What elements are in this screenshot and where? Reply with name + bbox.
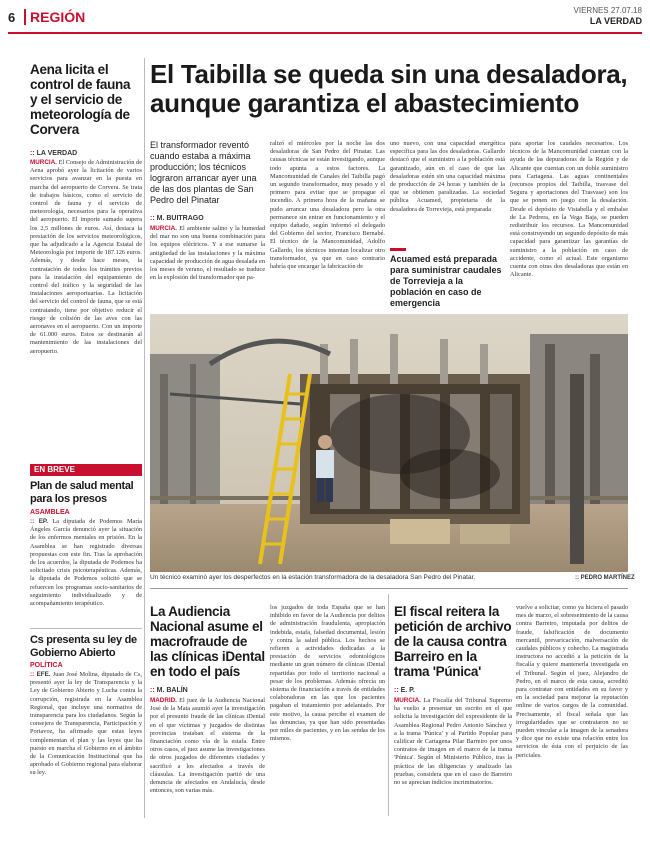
bottom-column-rule (388, 594, 389, 816)
page-number: 6 (8, 10, 16, 25)
idental-body-col1: MADRID. El juez de la Audiencia Nacional José de la Mata asumió ayer la investigación por el presunto fraude de las clínicas iDental en el que víctimas y juzgados de distintas provincias trataban el sistema de la financiación como vía de la estafa. Entre otros casos, el juez asume las investigaciones de otros juzgados de diferentes ciudades y sacrificó a los afectados a través de cláusulas. La investigación partió de una denuncia de afectados en Andalucía, desde entonces, son varias más. (150, 697, 265, 795)
left-story-byline: :: LA VERDAD (30, 150, 78, 157)
barreiro-body-col2: vuelve a solicitar, como ya hiciera el pasado mes de marzo, el sobreseimiento de la causa contra Barreiro, imputada por delitos de fraude, falsificación de documento mercantil, prevaricación, malversación de caudales públicos y cohecho. La magistrada instructora no accedió a la petición de la fiscalía y quiere mantenerla investigada en el Tribunal. Según el juez, Alejandro de Pedro, en el marco de esta causa, acreditó para contratar con entidades en su favor y en la sociedad para mejorar la reputación online de varios cargos de la comunidad. Precisamente, el fiscal señala que las irregularidades que se contrataron no se pueden vincular a la imagen de la senadora y dice que no existe una relación entre los servicios de ésta con el perjuicio de las periciales. (516, 604, 628, 759)
main-byline: :: M. BUITRAGO (150, 215, 204, 222)
breve2-headline: Cs presenta su ley de Gobierno Abierto (30, 634, 137, 659)
main-subhead: El transformador reventó cuando estaba a máxima producción; los técnicos lograron arrancar ayer una de las dos plantas de San Pedro del Pinatar (150, 140, 257, 205)
idental-byline: :: M. BALÍN (150, 687, 188, 694)
transformer-photo-illustration (150, 314, 628, 572)
callout-rule (390, 248, 406, 251)
section-label: REGIÓN (24, 9, 85, 25)
en-breve-label: EN BREVE (30, 464, 142, 476)
main-callout (390, 248, 505, 306)
main-photo (150, 314, 628, 572)
breve1-kicker: ASAMBLEA (30, 509, 70, 516)
column-rule (144, 58, 145, 818)
page-header (8, 4, 642, 34)
left-story-headline: Aena licita el control de fauna y el servicio de meteorología de Corvera (30, 62, 131, 137)
barreiro-headline: El fiscal reitera la petición de archivo de la causa contra Barreiro en la trama 'Púnica' (394, 604, 512, 679)
main-body-col4: para aportar los caudales necesarios. Los técnicos de la Mancomunidad cuentan con la ayuda de las depuradoras de la Región y de Alicante que cuentan con un doble suministro para Cartagena. Las aguas continentales (recursos propios del Taibilla, trasvase del Segura y aportaciones del Trasvase) son los que se ponen en juego con la desalación. Desde el depósito de Vistabella y el embalse de La Pedrera, en la Vega Baja, se pueden redistribuir los recursos. La Mancomunidad está construyendo un segundo depósito de más capacidad para garantizar las garantías de suministro a la población en caso de accidente, como el actual. Este organismo cuenta con otras dos desaladoras que están en Alicante. (510, 140, 628, 279)
main-body-col3: uno nuevo, con una capacidad energética específica para las dos desaladoras. Gallardo destacó que el suministro a la población está garantizado, aún en el caso de que las desaladoras estén sin una capacidad máxima de producción de 24 horas y también de la que se obtienen paralizadas. La sociedad pública Acuamed, propietaria de la desaladora de Torrevieja, está preparada (390, 140, 505, 213)
breve1-body: :: EP. La diputada de Podemos María Ángeles García denunció ayer la situación de los enfermos mentales en prisión. En la Asamblea se han registrado diversas propuestas con este fin. Tras la aprobación de los acuerdos, la diputada de Podemos ha solicitado crisis psicoterapéuticas. Además, la diputada de Podemos solicitó que se refuercen los programas socio-sanitarios de seguimiento individualizado y de acompañamiento terapéutico. (30, 518, 142, 608)
callout-text: Acuamed está preparada para suministrar caudales de Torrevieja a la población en caso de emergencia (390, 254, 502, 308)
breve-divider (30, 628, 142, 629)
issue-date: VIERNES 27.07.18 (573, 6, 642, 15)
newspaper-name: LA VERDAD (589, 16, 642, 26)
bottom-divider (150, 588, 628, 589)
barreiro-byline: :: E. P. (394, 687, 415, 694)
idental-headline: La Audiencia Nacional asume el macrofraude de las clínicas iDental en todo el país (150, 604, 265, 679)
main-body-col2: ralizó el miércoles por la noche las dos desaladoras de San Pedro del Pinatar. Las causas técnicas se están investigando, aunque todo apunta a estos factores. La Mancomunidad de Canales del Taibilla pagó un segundo transformador, muy pesado y el primero para evitar que se propague el incendio. A primera hora de la mañana se pudo arrancar una desaladora pero la otra permanece sin entrar en funcionamiento y el equipo dañado, según informó el delegado del Gobierno del sector, Francisco Bernabé. El técnico de la Mancomunidad, Adolfo Gallardo, los técnicos intentan localizar otro transformador, ya que en caso contrario habría que encargar la fabricación de (270, 140, 385, 271)
left-story-body: MURCIA. El Consejo de Administración de Aena aprobó ayer la licitación de varios servicios para avanzar en la puesta en marcha del aeropuerto de Corvera. Se trata de trabajos básicos, como el servicio de control de fauna y el servicio de meteorología, necesarios para la operativa del aeropuerto. El importe sumado supera los 2,5 millones de euros. Así, destaca la prestación de los servicios meteorológicos, que ha adjudicado a la Agencia Estatal de Meteorología por importe de 187.126 euros. Además, y desde hace meses, la contratación de todos los trámites previos para la instalación del equipamiento de control del tráfico y la seguridad de las instalaciones aeroportuarias. La licitación del servicio del control de fauna, que se está contratando, tiene por objetivo reducir el riesgo de colisión de las aves con las aeronaves en el aeropuerto. Con un importe de 61.000 euros. Estos se destinarán al mantenimiento de las instalaciones del aeropuerto. (30, 159, 142, 355)
photo-credit: :: PEDRO MARTÍNEZ (575, 575, 635, 581)
idental-body-col2: los juzgados de toda España que se han inhibido en favor de la Audiencia por delitos de administración fraudulenta, apropiación indebida, estafa, falsedad documental, lesión y contra la salud pública. Los hechos se refieren a actividades dedicadas a la prestación de servicios odontológicos mediante un gran número de clínicas iDental repartidas por todo el territorio nacional a pesar de los problemas. Además ofrecía un sistema de financiación a través de entidades colaboradoras en las que los pacientes pagaban el tratamiento por adelantado. Por este motivo, la causa percibe el examen de las denuncias, ya que han sido presentadas por miles de pacientes, y en las sendas de los mismos. (270, 604, 385, 743)
main-headline-line2: aunque garantiza el abastecimiento (150, 88, 580, 118)
breve1-headline: Plan de salud mental para los presos (30, 480, 134, 505)
main-headline-line1: El Taibilla se queda sin una desaladora, (150, 59, 628, 89)
barreiro-body-col1: MURCIA. La Fiscalía del Tribunal Supremo ha vuelto a presentar un escrito en el que solicita la investigación del expresidente de la Asamblea Regional Pedro Antonio Sánchez y a la trama 'Púnica' y al Partido Popular para calificar de Cartagena Pilar Barreiro por unos contratos de imagen en el marco de la trama 'Púnica'. Según el Ministerio Público, tras la práctica de las diligencias y analizado las pruebas, considera que en el caso de Barreiro no se aprecian indicios incriminatorios. (394, 697, 512, 787)
photo-caption: Un técnico examinó ayer los desperfectos en la estación transformadora de la desaladora San Pedro del Pinatar. (150, 574, 476, 581)
main-body-col1: MURCIA. El ambiente salino y la humedad del mar no son una buena combinación para los equipos eléctricos. Y a ese sumarse la antigüedad de las instalaciones y la máxima capacidad de producción de agua desalada en los meses de verano, el resultado se traduce en la explosión del transformador que pa- (150, 225, 265, 282)
breve2-body: :: EFE. Juan José Molina, diputado de Cs, presentó ayer la ley de Transparencia y la Ley de Gobierno Abierto y Lucha contra la corrupción, registrada en la Asamblea Regional, que incluye una normativa de transparencia para los ciudadanos. Según la consejera de Transparencia, Participación y Portavoz, ha afirmado que estas leyes complementan el plan y las leyes que ha puesto en marcha el Gobierno en el ámbito de la Comunicación Institucional que ha aprobado el Gobierno regional para elaborar su ley. (30, 671, 142, 777)
breve2-kicker: POLÍTICA (30, 662, 63, 669)
